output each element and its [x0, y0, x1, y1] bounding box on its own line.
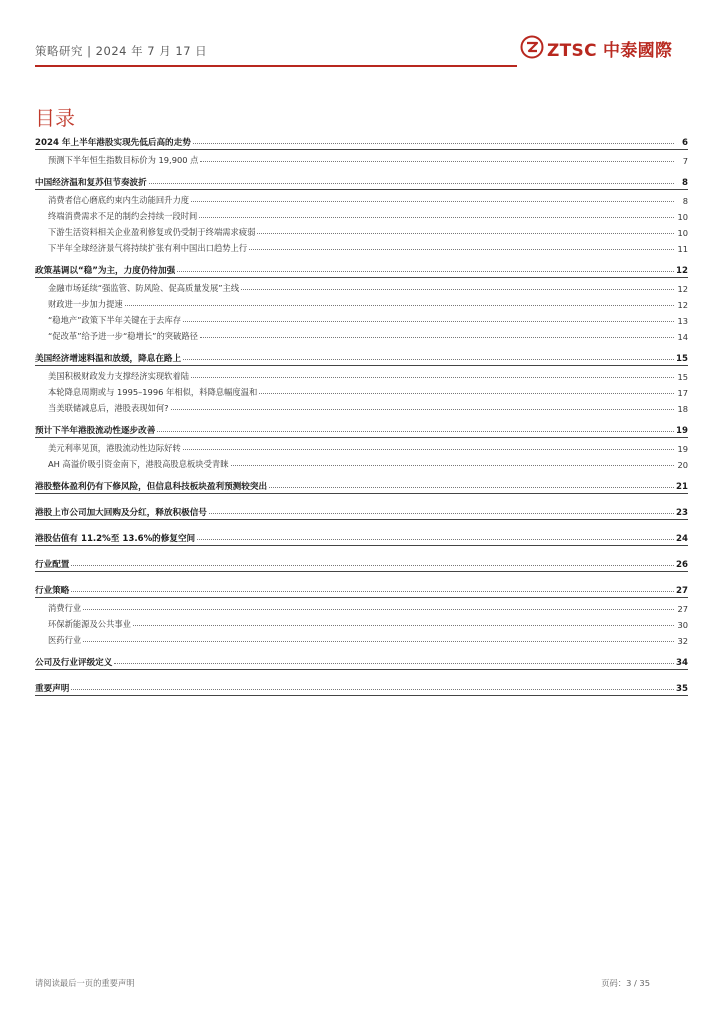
dot-leader [183, 449, 674, 450]
toc-entry-page: 12 [677, 284, 688, 294]
toc-entry-title: 当美联储减息后，港股表现如何? [48, 403, 169, 413]
section-separator [35, 519, 688, 520]
toc-entry-title: AH 高溢价吸引资金南下，港股高股息板块受青睐 [48, 459, 229, 469]
logo-mark-icon [520, 35, 544, 59]
dot-leader [209, 513, 674, 514]
toc-entry-title: 公司及行业评级定义 [35, 658, 113, 668]
toc-entry-title: 港股估值有 11.2%至 13.6%的修复空间 [35, 534, 196, 544]
dot-leader [200, 161, 674, 162]
toc-entry-title: 2024 年上半年港股实现先低后高的走势 [35, 138, 191, 148]
toc-entry-title: 港股整体盈利仍有下修风险，但信息科技板块盈利预测较突出 [35, 482, 268, 492]
toc-section-entry[interactable] [35, 678, 688, 694]
toc-entry-page: 6 [682, 138, 688, 148]
toc-section-entry[interactable] [35, 348, 688, 364]
header-text: 策略研究 | 2024 年 7 月 17 日 [35, 44, 208, 58]
footer-disclaimer: 请阅读最后一页的重要声明 [35, 978, 135, 988]
toc-entry-page: 30 [677, 620, 688, 630]
toc-subsection-entry[interactable] [35, 382, 688, 398]
toc-entry-title: 港股上市公司加大回购及分红，释放积极信号 [35, 508, 207, 518]
toc-entry-title: 美元利率见顶，港股流动性边际好转 [48, 443, 181, 453]
toc-entry-title: 本轮降息周期或与 1995–1996 年相似，料降息幅度温和 [48, 387, 258, 397]
toc-subsection-entry[interactable] [35, 326, 688, 342]
toc-section-entry[interactable] [35, 260, 688, 276]
toc-entry-title: 预计下半年港股流动性逐步改善 [35, 426, 156, 436]
dot-leader [114, 663, 674, 664]
logo-text: ZTSC 中泰國際 [547, 41, 673, 61]
dot-leader [133, 625, 674, 626]
toc-entry-page: 11 [677, 244, 688, 254]
section-separator [35, 571, 688, 572]
toc-entry-page: 19 [677, 444, 688, 454]
toc-subsection-entry[interactable] [35, 454, 688, 470]
section-separator [35, 669, 688, 670]
toc-entry-title: 消费行业 [48, 603, 82, 613]
toc-entry-title: 下半年全球经济景气将持续扩张有利中国出口趋势上行 [48, 243, 248, 253]
toc-entry-page: 17 [677, 388, 688, 398]
toc-entry-page: 21 [676, 482, 688, 492]
toc-entry-title: 行业配置 [35, 560, 70, 570]
toc-entry-title: 重要声明 [35, 684, 70, 694]
dot-leader [193, 143, 674, 144]
dot-leader [177, 271, 674, 272]
dot-leader [83, 609, 674, 610]
dot-leader [200, 337, 674, 338]
toc-section-entry[interactable] [35, 420, 688, 436]
toc-entry-title: “促改革”给予进一步“稳增长”的突破路径 [48, 331, 198, 341]
dot-leader [249, 249, 674, 250]
toc-entry-title: 医药行业 [48, 635, 82, 645]
toc-entry-page: 24 [676, 534, 688, 544]
toc-subsection-entry[interactable] [35, 190, 688, 206]
dot-leader [157, 431, 674, 432]
toc-entry-page: 7 [682, 156, 688, 166]
dot-leader [191, 377, 674, 378]
table-of-contents [35, 132, 688, 696]
toc-entry-title: 美国积极财政发力支撑经济实现软着陆 [48, 371, 190, 381]
section-separator [35, 493, 688, 494]
dot-leader [183, 359, 674, 360]
toc-entry-page: 23 [676, 508, 688, 518]
dot-leader [171, 409, 674, 410]
toc-subsection-entry[interactable] [35, 598, 688, 614]
toc-subsection-entry[interactable] [35, 614, 688, 630]
toc-section-entry[interactable] [35, 502, 688, 518]
toc-section-entry[interactable] [35, 580, 688, 596]
dot-leader [197, 539, 674, 540]
toc-entry-page: 19 [676, 426, 688, 436]
toc-entry-page: 35 [676, 684, 688, 694]
header-rule [35, 65, 517, 67]
toc-entry-page: 15 [677, 372, 688, 382]
toc-subsection-entry[interactable] [35, 366, 688, 382]
toc-subsection-entry[interactable] [35, 630, 688, 646]
toc-entry-page: 27 [676, 586, 688, 596]
toc-subsection-entry[interactable] [35, 278, 688, 294]
dot-leader [125, 305, 674, 306]
dot-leader [259, 393, 674, 394]
section-separator [35, 695, 688, 696]
toc-entry-page: 26 [676, 560, 688, 570]
toc-entry-title: 中国经济温和复苏但节奏波折 [35, 178, 147, 188]
toc-entry-page: 10 [677, 212, 688, 222]
toc-entry-page: 14 [677, 332, 688, 342]
toc-section-entry[interactable] [35, 132, 688, 148]
dot-leader [71, 565, 674, 566]
toc-entry-page: 27 [677, 604, 688, 614]
toc-subsection-entry[interactable] [35, 206, 688, 222]
toc-subsection-entry[interactable] [35, 438, 688, 454]
page-header [35, 40, 517, 64]
toc-entry-title: 下游生活资料相关企业盈利修复或仍受制于终端需求疲弱 [48, 227, 256, 237]
toc-entry-page: 18 [677, 404, 688, 414]
toc-entry-title: 金融市场延续“强监管、防风险、促高质量发展”主线 [48, 283, 240, 293]
toc-subsection-entry[interactable] [35, 222, 688, 238]
toc-entry-page: 34 [676, 658, 688, 668]
toc-subsection-entry[interactable] [35, 310, 688, 326]
toc-entry-page: 20 [677, 460, 688, 470]
toc-entry-title: 行业策略 [35, 586, 70, 596]
toc-section-entry[interactable] [35, 528, 688, 544]
section-separator [35, 545, 688, 546]
toc-entry-title: 政策基调以“稳”为主，力度仍待加强 [35, 266, 176, 276]
toc-entry-title: 预测下半年恒生指数目标价为 19,900 点 [48, 155, 199, 165]
toc-section-entry[interactable] [35, 554, 688, 570]
dot-leader [149, 183, 674, 184]
dot-leader [71, 689, 674, 690]
toc-entry-page: 15 [676, 354, 688, 364]
toc-section-entry[interactable] [35, 652, 688, 668]
company-logo [520, 34, 680, 62]
toc-subsection-entry[interactable] [35, 398, 688, 414]
dot-leader [199, 217, 674, 218]
dot-leader [71, 591, 674, 592]
toc-entry-title: 美国经济增速料温和放缓，降息在路上 [35, 354, 182, 364]
page-number: 页码：3 / 35 [601, 978, 650, 988]
toc-entry-title: 财政进一步加力提速 [48, 299, 123, 309]
dot-leader [241, 289, 674, 290]
toc-entry-page: 13 [677, 316, 688, 326]
toc-subsection-entry[interactable] [35, 150, 688, 166]
toc-entry-title: 环保新能源及公共事业 [48, 619, 131, 629]
toc-entry-page: 10 [677, 228, 688, 238]
toc-entry-title: 终端消费需求不足的制约会持续一段时间 [48, 211, 198, 221]
toc-subsection-entry[interactable] [35, 238, 688, 254]
toc-entry-page: 8 [682, 196, 688, 206]
toc-entry-page: 8 [682, 178, 688, 188]
toc-entry-title: 消费者信心磨底约束内生动能回升力度 [48, 195, 190, 205]
toc-title: 目录 [35, 106, 75, 130]
dot-leader [83, 641, 674, 642]
toc-section-entry[interactable] [35, 476, 688, 492]
toc-section-entry[interactable] [35, 172, 688, 188]
dot-leader [269, 487, 674, 488]
toc-entry-title: “稳地产”政策下半年关键在于去库存 [48, 315, 182, 325]
dot-leader [183, 321, 674, 322]
dot-leader [231, 465, 675, 466]
dot-leader [191, 201, 674, 202]
toc-entry-page: 32 [677, 636, 688, 646]
toc-entry-page: 12 [677, 300, 688, 310]
dot-leader [257, 233, 674, 234]
toc-subsection-entry[interactable] [35, 294, 688, 310]
toc-entry-page: 12 [676, 266, 688, 276]
